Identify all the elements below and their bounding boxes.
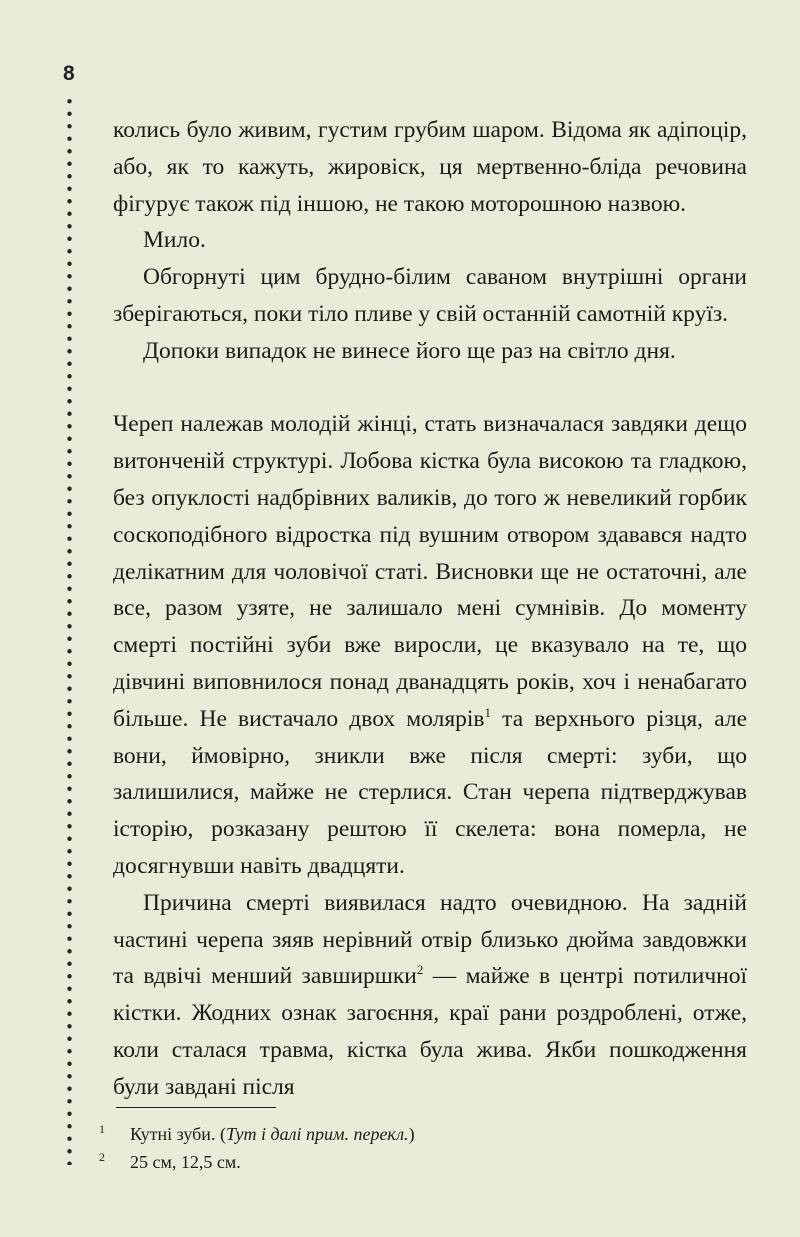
paragraph-5-part-b: та верхнього різця, але вони, ймовірно, зникли вже після смерті: зуби, що залишилися, майже не стерлися. Стан черепа підтверджував історію, розказану рештою її скелета: вона померла, не досягнувши навіть двадцяти. xyxy=(113,705,748,879)
paragraph-2: Мило. xyxy=(143,227,206,254)
paragraph-6 xyxy=(113,885,747,1106)
footnote-1 xyxy=(96,1120,736,1148)
footnote-1-note: Тут і далі прим. перекл. xyxy=(225,1124,409,1144)
section-gap xyxy=(113,370,747,407)
footnote-2-mark: 2 xyxy=(99,1150,105,1164)
page-number: 8 xyxy=(63,62,75,85)
paragraph-6-part-b: — майже в центрі потиличної кістки. Жодних ознак загоєння, краї рани роздроблені, отже, коли сталася травма, кістка була жива. Якби пошкодження були завдані після xyxy=(113,963,748,1100)
footnote-1-mark: 1 xyxy=(99,1122,105,1136)
main-text xyxy=(113,112,747,1106)
footnote-ref-1[interactable]: 1 xyxy=(484,704,491,720)
paragraph-6-part-a: Причина смерті виявилася надто очевидною. На задній частині черепа зяяв нерівний отвір близько дюйма завдовжки та вдвічі менший завширшки xyxy=(113,889,747,990)
footnote-2-text: 25 см, 12,5 см. xyxy=(130,1152,241,1172)
dotted-margin-rule xyxy=(67,95,72,1165)
footnote-2 xyxy=(96,1148,736,1176)
footnote-1-close: ) xyxy=(408,1124,415,1144)
paragraph-5-part-a: Череп належав молодій жінці, стать визначалася завдяки дещо витонченій структурі. Лобова кістка була високою та гладкою, без опуклості надбрівних валиків, до того ж невеликий горбик соскоподібного відростка під вушним отвором здавався надто делікатним для чоловічої статі. Висновки ще не остаточні, але все, разом узяте, не залишало мені сумнівів. До моменту смерті постійні зуби вже виросли, це вказувало на те, що дівчині виповнилося понад дванадцять років, хоч і ненабагато більше. Не вистачало двох молярів xyxy=(113,411,747,732)
paragraph-1: колись було живим, густим грубим шаром. Відома як адіпоцір, або, як то кажуть, жировіск, ця мертвенно-бліда речовина фігурує також під іншою, не такою моторошною назвою. xyxy=(113,117,747,217)
footnote-1-text: Кутні зуби. ( xyxy=(130,1124,226,1144)
footnote-ref-2[interactable]: 2 xyxy=(416,962,424,978)
footnotes xyxy=(96,1120,736,1176)
footnote-separator xyxy=(116,1107,276,1108)
paragraph-4: Допоки випадок не винесе його ще раз на світло дня. xyxy=(143,337,676,364)
paragraph-5 xyxy=(113,406,747,884)
paragraph-3: Обгорнуті цим брудно-білим саваном внутрішні органи зберігаються, поки тіло пливе у свій останній самотній круїз. xyxy=(113,264,747,327)
